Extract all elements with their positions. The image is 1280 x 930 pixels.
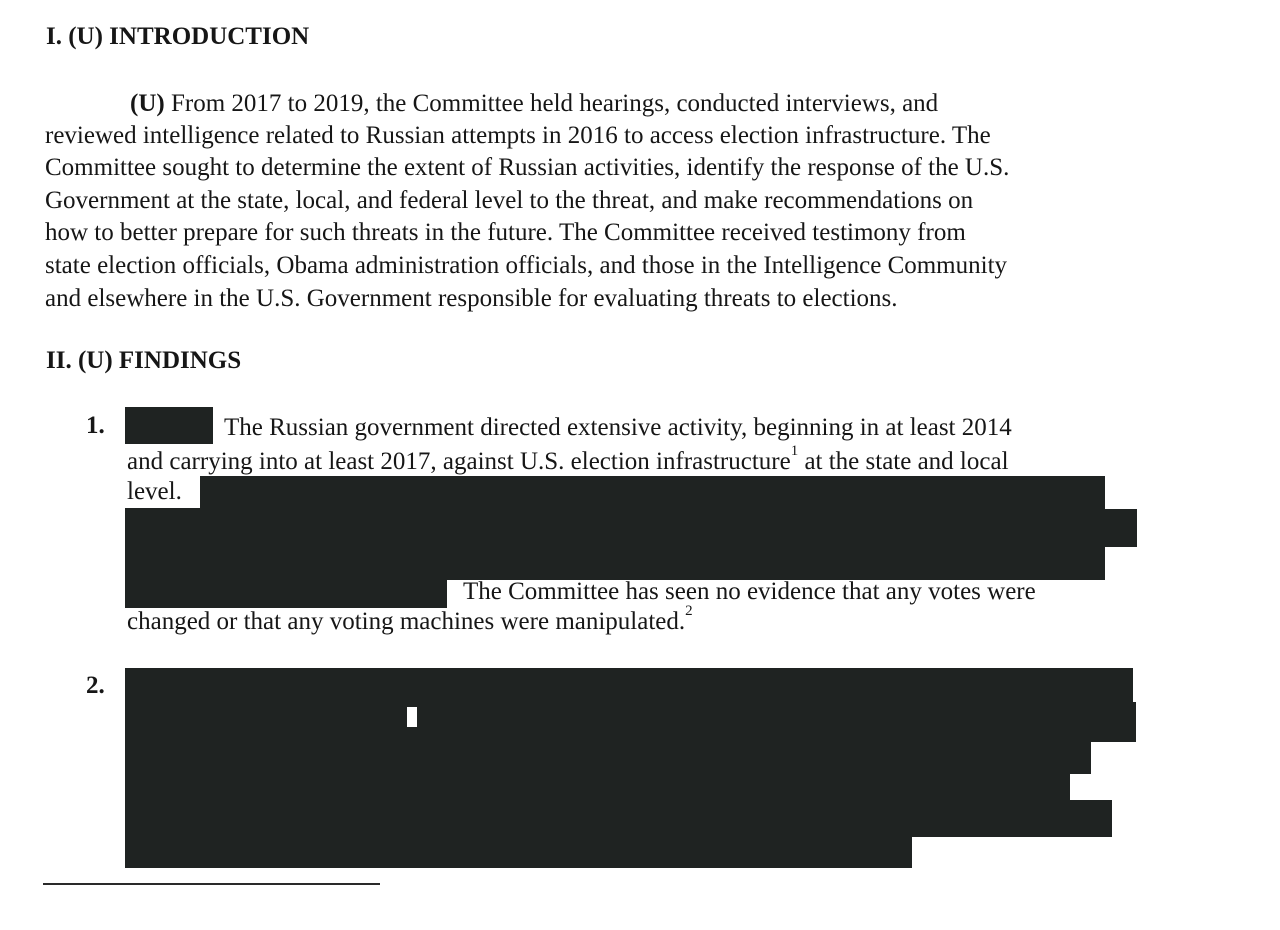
intro-line-5: how to better prepare for such threats in the future. The Committee received testimony from	[45, 219, 966, 246]
redaction-block	[200, 476, 1105, 510]
redaction-block	[125, 800, 1112, 837]
footnote-separator	[43, 883, 380, 885]
section-heading-findings: II. (U) FINDINGS	[46, 347, 242, 374]
intro-line-3: Committee sought to determine the extent of Russian activities, identify the response of the U.S.	[45, 154, 1010, 181]
section-heading-introduction: I. (U) INTRODUCTION	[46, 23, 310, 50]
intro-line-6: state election officials, Obama administration officials, and those in the Intelligence Community	[45, 252, 1008, 279]
finding-2-number: 2.	[86, 672, 105, 699]
intro-line-2: reviewed intelligence related to Russian attempts in 2016 to access election infrastructure. The	[45, 122, 991, 149]
intro-line-4: Government at the state, local, and federal level to the threat, and make recommendations on	[45, 187, 974, 214]
finding-1-line-3: level.	[127, 478, 182, 505]
footnote-ref-1[interactable]: 1	[790, 443, 799, 459]
redaction-block	[125, 578, 447, 608]
redaction-artifact	[403, 707, 419, 729]
redaction-block	[1100, 509, 1137, 547]
finding-1-line-5	[127, 603, 693, 637]
redaction-block	[125, 407, 213, 444]
finding-1-line-5-text: changed or that any voting machines were manipulated.	[127, 608, 686, 635]
intro-line-1	[130, 89, 938, 119]
footnote-ref-2[interactable]: 2	[685, 603, 693, 619]
redaction-block	[125, 508, 1105, 580]
finding-1-line-4: The Committee has seen no evidence that any votes were	[463, 578, 1036, 605]
finding-1-line-2-tail: at the state and local	[798, 448, 1009, 475]
redaction-block	[125, 740, 1091, 774]
finding-1-line-2	[127, 443, 1009, 477]
redaction-block	[125, 772, 1070, 802]
intro-line-1-text: From 2017 to 2019, the Committee held hearings, conducted interviews, and	[164, 90, 939, 117]
redaction-block	[125, 668, 1133, 704]
redaction-block	[125, 702, 1136, 742]
finding-1-line-2-text: and carrying into at least 2017, against U.S. election infrastructure	[127, 448, 791, 475]
finding-1-number: 1.	[86, 412, 105, 439]
redaction-block	[125, 835, 912, 868]
classification-marker: (U)	[130, 90, 165, 117]
intro-line-7: and elsewhere in the U.S. Government responsible for evaluating threats to elections.	[45, 285, 898, 312]
finding-1-line-1: The Russian government directed extensive activity, beginning in at least 2014	[224, 414, 1012, 441]
